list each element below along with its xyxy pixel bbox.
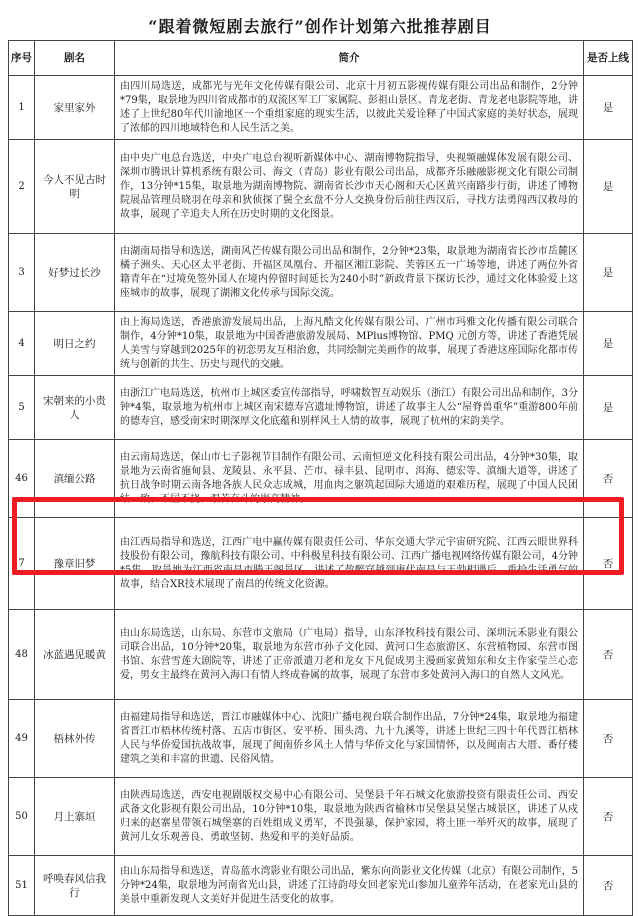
header-online: 是否上线 <box>584 41 633 76</box>
recommendation-table <box>8 40 633 916</box>
table-row <box>9 76 633 140</box>
header-number: 序号 <box>9 41 35 76</box>
drama-title: 好梦过长沙 <box>35 234 115 312</box>
online-status: 是 <box>584 76 633 140</box>
drama-title: 今人不见古时明 <box>35 140 115 234</box>
row-number: 3 <box>9 234 35 312</box>
drama-title: 豫章旧梦 <box>35 518 115 610</box>
table-row <box>9 856 633 916</box>
drama-title: 冰蓝遇见暖黄 <box>35 610 115 700</box>
online-status: 否 <box>584 610 633 700</box>
row-number: 51 <box>9 856 35 916</box>
header-title: 剧名 <box>35 41 115 76</box>
table-row <box>9 312 633 376</box>
drama-description: 由山东局指导和选送，青岛蓝水湾影业有限公司出品，紫东向尚影业文化传媒（北京）有限公司制作，5分钟*24集，取景地为河南省光山县，讲述了江诗韵母女回老家光山参加儿童荞年活动，在老家光山县的美景中重新发现人文美好并促进生活变化的故事。 <box>115 856 584 916</box>
drama-description: 由陕西局选送，西安电视剧版权交易中心有限公司、吴堡县千年石城文化旅游投资有限责任公司、西安武备文化影视有限公司出品，10分钟*10集，取景地为陕西省榆林市吴堡县吴堡古城景区，讲述了从戍归来的赵寨星带领石城堡寨的百姓组成义勇军，不畏强暴，保护家园，将土匪一举歼灭的故事，展现了黄河儿女乐观善良、勇敢坚韧、热爱和平的美好品质。 <box>115 778 584 856</box>
table-header-row <box>9 41 633 76</box>
table-row <box>9 234 633 312</box>
online-status: 否 <box>584 778 633 856</box>
drama-description: 由四川局选送，成都光与光年文化传媒有限公司、北京十月初五影视传媒有限公司出品和制作，2分钟*79集，取景地为四川省成都市的双流区军工厂家属院、彭祖山景区、青龙老街、青龙老电影院等地，讲述了上世纪80年代川渝地区一个重组家庭的现实生活，以彼此关爱诠释了中国式家庭的美好状态，展现了浓郁的四川地域特色和人民生活之美。 <box>115 76 584 140</box>
table-row <box>9 376 633 440</box>
table-row <box>9 778 633 856</box>
row-number: 46 <box>9 440 35 518</box>
online-status: 否 <box>584 440 633 518</box>
row-number: 50 <box>9 778 35 856</box>
online-status: 是 <box>584 376 633 440</box>
drama-title: 滇缅公路 <box>35 440 115 518</box>
row-number: 7 <box>9 518 35 610</box>
drama-description: 由上海局选送，香港旅游发展局出品，上海凡酷文化传媒有限公司、广州市玛雅文化传播有限公司联合制作，4分钟*10集，取景地为中国香港旅游发展局、MPlus博物馆、PMQ 元创方等，讲述了香港凭展人美雪与穿越到2025年的初恋男友互相治愈，共同绘制完美画作的故事，展现了香港这座国际化都市传统与创新的共生、历史与现代的交融。 <box>115 312 584 376</box>
drama-title: 明日之约 <box>35 312 115 376</box>
row-number: 1 <box>9 76 35 140</box>
online-status: 是 <box>584 312 633 376</box>
online-status: 是 <box>584 140 633 234</box>
drama-description: 由江西局指导和选送，江西广电中赢传媒有限责任公司、华东交通大学元宇宙研究院、江西云眼世界科技股份有限公司，豫航科技有限公司、中科极星科技有限公司、江西广播电视网络传媒有限公司，4分钟*5集，取景地为江西省南昌市滕王阁景区，讲述了敖醉穿越到唐代南昌与王勃相遇后，重拾生活勇气的故事，结合XR技术展现了南昌的传统文化资源。 <box>115 518 584 610</box>
drama-title: 呼唤春风信我行 <box>35 856 115 916</box>
table-row <box>9 610 633 700</box>
online-status: 是 <box>584 234 633 312</box>
row-number: 2 <box>9 140 35 234</box>
header-description: 简介 <box>115 41 584 76</box>
row-number: 5 <box>9 376 35 440</box>
drama-description: 由山东局选送，山东局、东营市文旅局（广电局）指导，山东泽牧科技有限公司、深圳沅禾影业有限公司联合出品，10分钟*20集，取景地为东营市孙子文化园、黄河口生态旅游区、东营植物园、东营市图书馆、东营雪莲大剧院等，讲述了正帝派遣刀老和龙女下凡促成男主漫画家黄知东和女主作家莹兰心恋爱，男女主最终在黄河入海口有情人终成眷属的故事，展现了东营市多处黄河入海口的自然人文风光。 <box>115 610 584 700</box>
row-number: 4 <box>9 312 35 376</box>
drama-description: 由浙江广电局选送，杭州市上城区委宣传部指导，呼啸数智互动娱乐（浙江）有限公司出品和制作，3分钟*4集，取景地为杭州市上城区南宋德寿宫遗址博物馆，讲述了故事主人公“屋脊兽重华”重游800年前的德寿宫，感受南宋时期深厚文化底蕴和别样风土人情的故事，展现了杭州的宋韵美学。 <box>115 376 584 440</box>
drama-title: 梧林外传 <box>35 700 115 778</box>
drama-description: 由湖南局指导和选送，湖南风芒传媒有限公司出品和制作，2分钟*23集，取景地为湖南省长沙市岳麓区橘子洲头、天心区太平老街、开福区凤凰台、开福区湘江影院、芙蓉区五一广场等地，讲述了两位外省籍青年在“过境免签外国人在境内停留时间延长为240小时”新政背景下探访长沙，通过文化体验爱上这座城市的故事，展现了湖湘文化传承与国际交流。 <box>115 234 584 312</box>
table-row <box>9 518 633 610</box>
drama-title: 家里家外 <box>35 76 115 140</box>
drama-description: 由中央广电总台选送，中央广电总台视听新媒体中心、湖南博物院指导，央视频融媒体发展有限公司、深圳市腾讯计算机系统有限公司、海文（青岛）影业有限公司出品，成都齐乐融融影视文化有限公司制作，13分钟*15集，取景地为湖南博物院、湖南省长沙市天心阁和天心区黄兴南路步行街，讲述了博物院展品管理员晓羽在母亲和狄侦探了鬓仝玄盘不分人交换身份后前往西汉后，寻找方法勇闯西汉救母的故事，展现了辛追夫人所在历史时期的文化图景。 <box>115 140 584 234</box>
online-status: 否 <box>584 856 633 916</box>
table-row <box>9 700 633 778</box>
document-title: “跟着微短剧去旅行”创作计划第六批推荐剧目 <box>148 17 492 36</box>
drama-description: 由福建局指导和选送，晋江市融媒体中心、沈阳广播电视台联合制作出品，7分钟*24集，取景地为福建省晋江市梧林传统村落、五店市街区、安平桥、围头湾、九十九溪等，讲述上世纪三四十年代晋江梧林人民与华侨爱国抗战故事，展现了闽南侨乡风土人情与华侨文化与家国情怀，以及闽南古大厝、番仔楼建筑之美和丰富的世遗、民俗风情。 <box>115 700 584 778</box>
online-status: 否 <box>584 700 633 778</box>
table-row <box>9 440 633 518</box>
drama-title: 月上寨垣 <box>35 778 115 856</box>
drama-title: 宋朝来的小贵人 <box>35 376 115 440</box>
row-number: 49 <box>9 700 35 778</box>
table-row <box>9 140 633 234</box>
row-number: 48 <box>9 610 35 700</box>
online-status: 否 <box>584 518 633 610</box>
drama-description: 由云南局选送，保山市七子影视节目制作有限公司、云南恒逆文化科技有限公司出品，4分钟*30集，取景地为云南省施甸县、龙陵县、永平县、芒市、禄丰县、昆明市、洱海、德宏等、滇缅大道等，讲述了抗日战争时期云南各地各族人民众志成城，用血肉之躯筑起国际大通道的艰难历程，展现了中国人民团结一致、不屈不挠、艰苦奋斗的崇高精神。 <box>115 440 584 518</box>
